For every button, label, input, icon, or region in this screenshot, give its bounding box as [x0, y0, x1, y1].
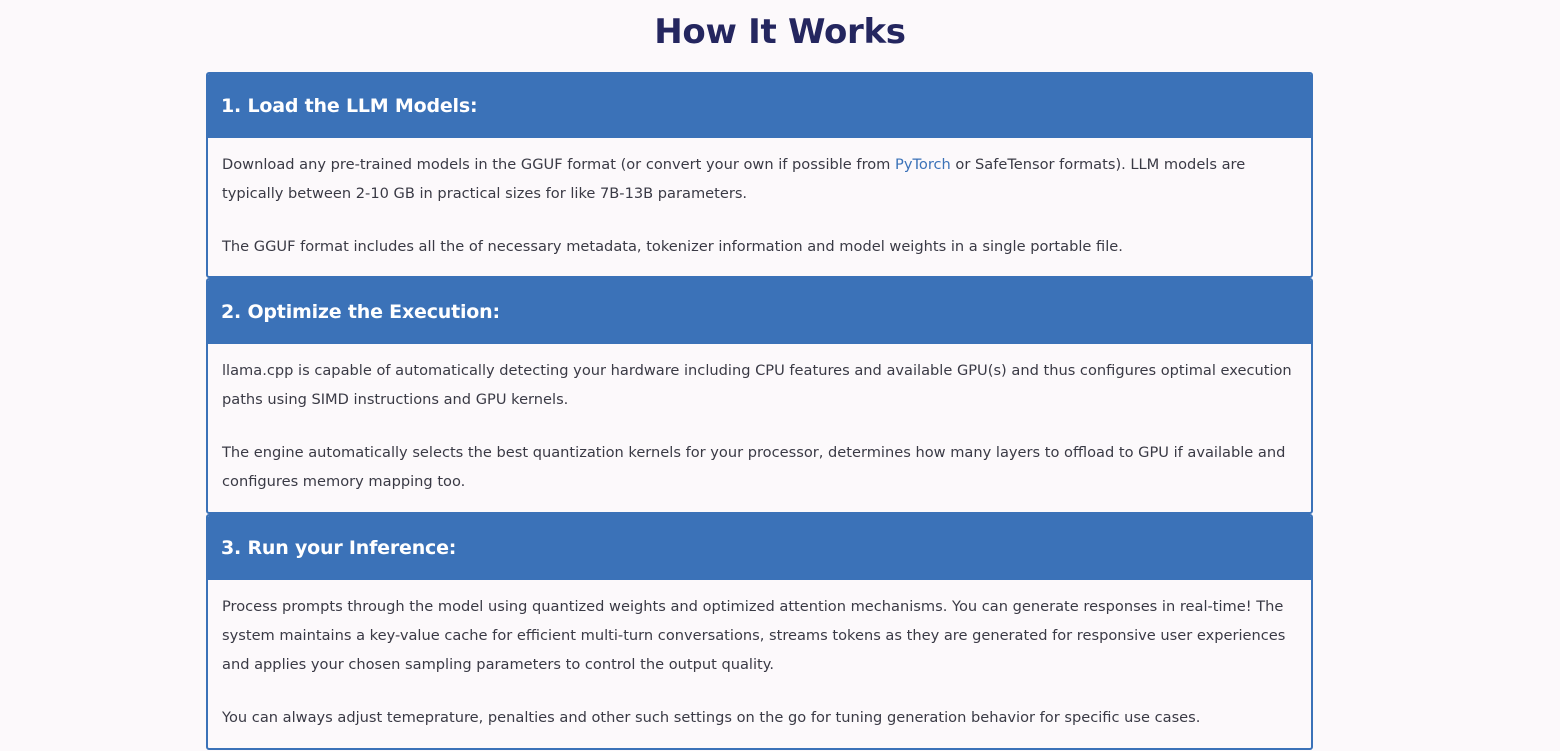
step-paragraph: [222, 592, 1297, 679]
paragraph-text: configures memory mapping too.: [222, 473, 466, 490]
step-body: [208, 580, 1311, 744]
pytorch-link[interactable]: PyTorch: [895, 156, 951, 173]
paragraph-text: Process prompts through the model using quantized weights and optimized attention mechanisms. You can generate responses in real-time! The: [222, 598, 1284, 615]
step-card-load-models: [206, 72, 1313, 278]
paragraph-text: and applies your chosen sampling parameters to control the output quality.: [222, 656, 774, 673]
paragraph-text: The engine automatically selects the best quantization kernels for your processor, determines how many layers to offload to GPU if available and: [222, 444, 1286, 461]
step-paragraph: [222, 438, 1297, 496]
step-heading: 3. Run your Inference:: [208, 516, 1311, 580]
steps-list: [206, 72, 1313, 750]
paragraph-text: llama.cpp is capable of automatically detecting your hardware including CPU features and available GPU(s) and thus configures optimal execution: [222, 362, 1292, 379]
paragraph-text: Download any pre-trained models in the GGUF format (or convert your own if possible from: [222, 156, 896, 173]
paragraph-text: typically between 2-10 GB in practical sizes for like 7B-13B parameters.: [222, 185, 748, 202]
step-heading: 2. Optimize the Execution:: [208, 280, 1311, 344]
step-paragraph: The GGUF format includes all the of necessary metadata, tokenizer information and model weights in a single portable file.: [222, 238, 1123, 255]
step-paragraph: [222, 356, 1297, 414]
step-paragraph: You can always adjust temeprature, penalties and other such settings on the go for tuning generation behavior for specific use cases.: [222, 709, 1201, 726]
step-heading: 1. Load the LLM Models:: [208, 74, 1311, 138]
step-card-run-inference: [206, 514, 1313, 750]
page-title: How It Works: [654, 12, 906, 52]
step-body: [208, 138, 1311, 273]
step-paragraph: [222, 150, 1297, 208]
paragraph-text: paths using SIMD instructions and GPU kernels.: [222, 391, 569, 408]
paragraph-text: system maintains a key-value cache for efficient multi-turn conversations, streams tokens as they are generated for responsive user experiences: [222, 627, 1286, 644]
step-body: [208, 344, 1311, 508]
step-card-optimize-execution: [206, 278, 1313, 514]
paragraph-text: or SafeTensor formats). LLM models are: [950, 156, 1246, 173]
